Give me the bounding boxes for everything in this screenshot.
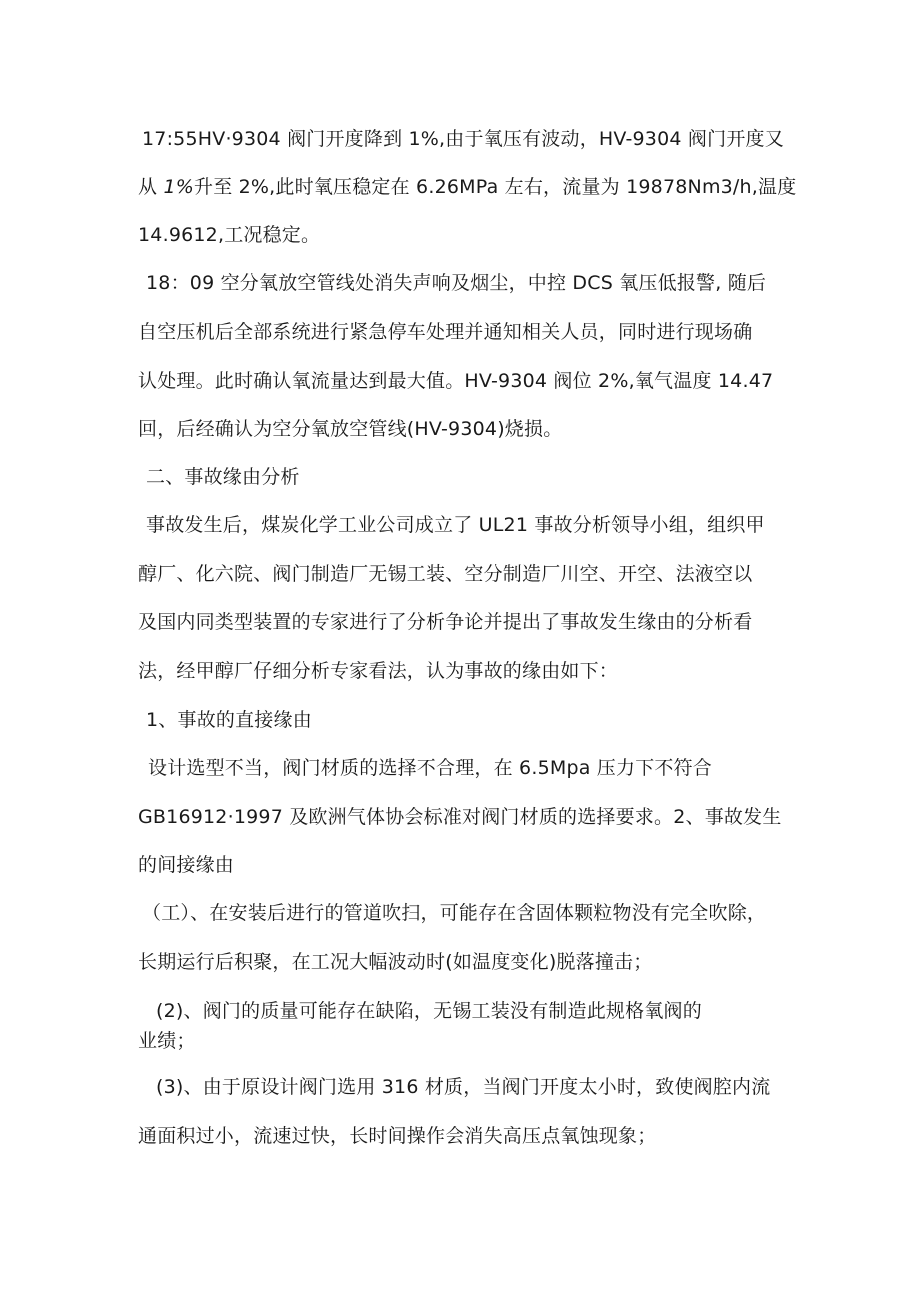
text-line-21: (3)、由于原设计阀门选用 316 材质，当阀门开度太小时，致使阀腔内流 (156, 1076, 771, 1098)
text-line-22: 通面积过小，流速过快，长时间操作会消失高压点氧蚀现象； (138, 1125, 657, 1147)
text-line-2 (138, 174, 796, 200)
text-line-9: 事故发生后，煤炭化学工业公司成立了 UL21 事故分析领导小组，组织甲 (146, 514, 765, 536)
text-line-16: 的间接缘由 (138, 854, 235, 876)
text-line-2-italic: 1% (163, 176, 194, 198)
text-line-14: 设计选型不当，阀门材质的选择不合理，在 6.5Mpa 压力下不符合 (148, 757, 712, 779)
text-line-17: （工）、在安装后进行的管道吹扫，可能存在含固体颗粒物没有完全吹除， (142, 902, 767, 924)
text-line-19: (2)、阀门的质量可能存在缺陷，无锡工装没有制造此规格氧阀的 (156, 1000, 702, 1022)
text-line-6: 认处理。此时确认氧流量达到最大值。HV-9304 阀位 2%,氧气温度 14.47 (138, 370, 774, 392)
text-line-18: 长期运行后积聚，在工况大幅波动时(如温度变化)脱落撞击； (138, 951, 653, 973)
text-line-2-b: 升至 2%,此时氧压稳定在 6.26MPa 左右，流量为 19878Nm3∕h,温度 (194, 176, 797, 198)
subheading-direct-cause: 1、事故的直接缘由 (146, 709, 312, 731)
text-line-12: 法，经甲醇厂仔细分析专家看法，认为事故的缘由如下： (138, 660, 619, 682)
section-heading: 二、事故缘由分析 (146, 466, 300, 488)
text-line-4: 18：09 空分氧放空管线处消失声响及烟尘，中控 DCS 氧压低报警, 随后 (146, 272, 767, 294)
text-line-5: 自空压机后全部系统进行紧急停车处理并通知相关人员，同时进行现场确 (138, 321, 753, 343)
text-line-11: 及国内同类型装置的专家进行了分析争论并提出了事故发生缘由的分析看 (138, 611, 753, 633)
text-line-7: 回，后经确认为空分氧放空管线(HV-9304)烧损。 (138, 418, 563, 440)
text-line-3: 14.9612,工况稳定。 (138, 224, 321, 246)
text-line-2-a: 从 (138, 176, 164, 198)
text-line-15: GB16912·1997 及欧洲气体协会标准对阀门材质的选择要求。2、事故发生 (138, 806, 782, 828)
text-line-20: 业绩； (138, 1030, 196, 1052)
text-line-1: 17:55HV·9304 阀门开度降到 1%,由于氧压有波动，HV-9304 阀门开度又 (142, 128, 784, 150)
text-line-10: 醇厂、化六院、阀门制造厂无锡工装、空分制造厂川空、开空、法液空以 (138, 563, 753, 585)
